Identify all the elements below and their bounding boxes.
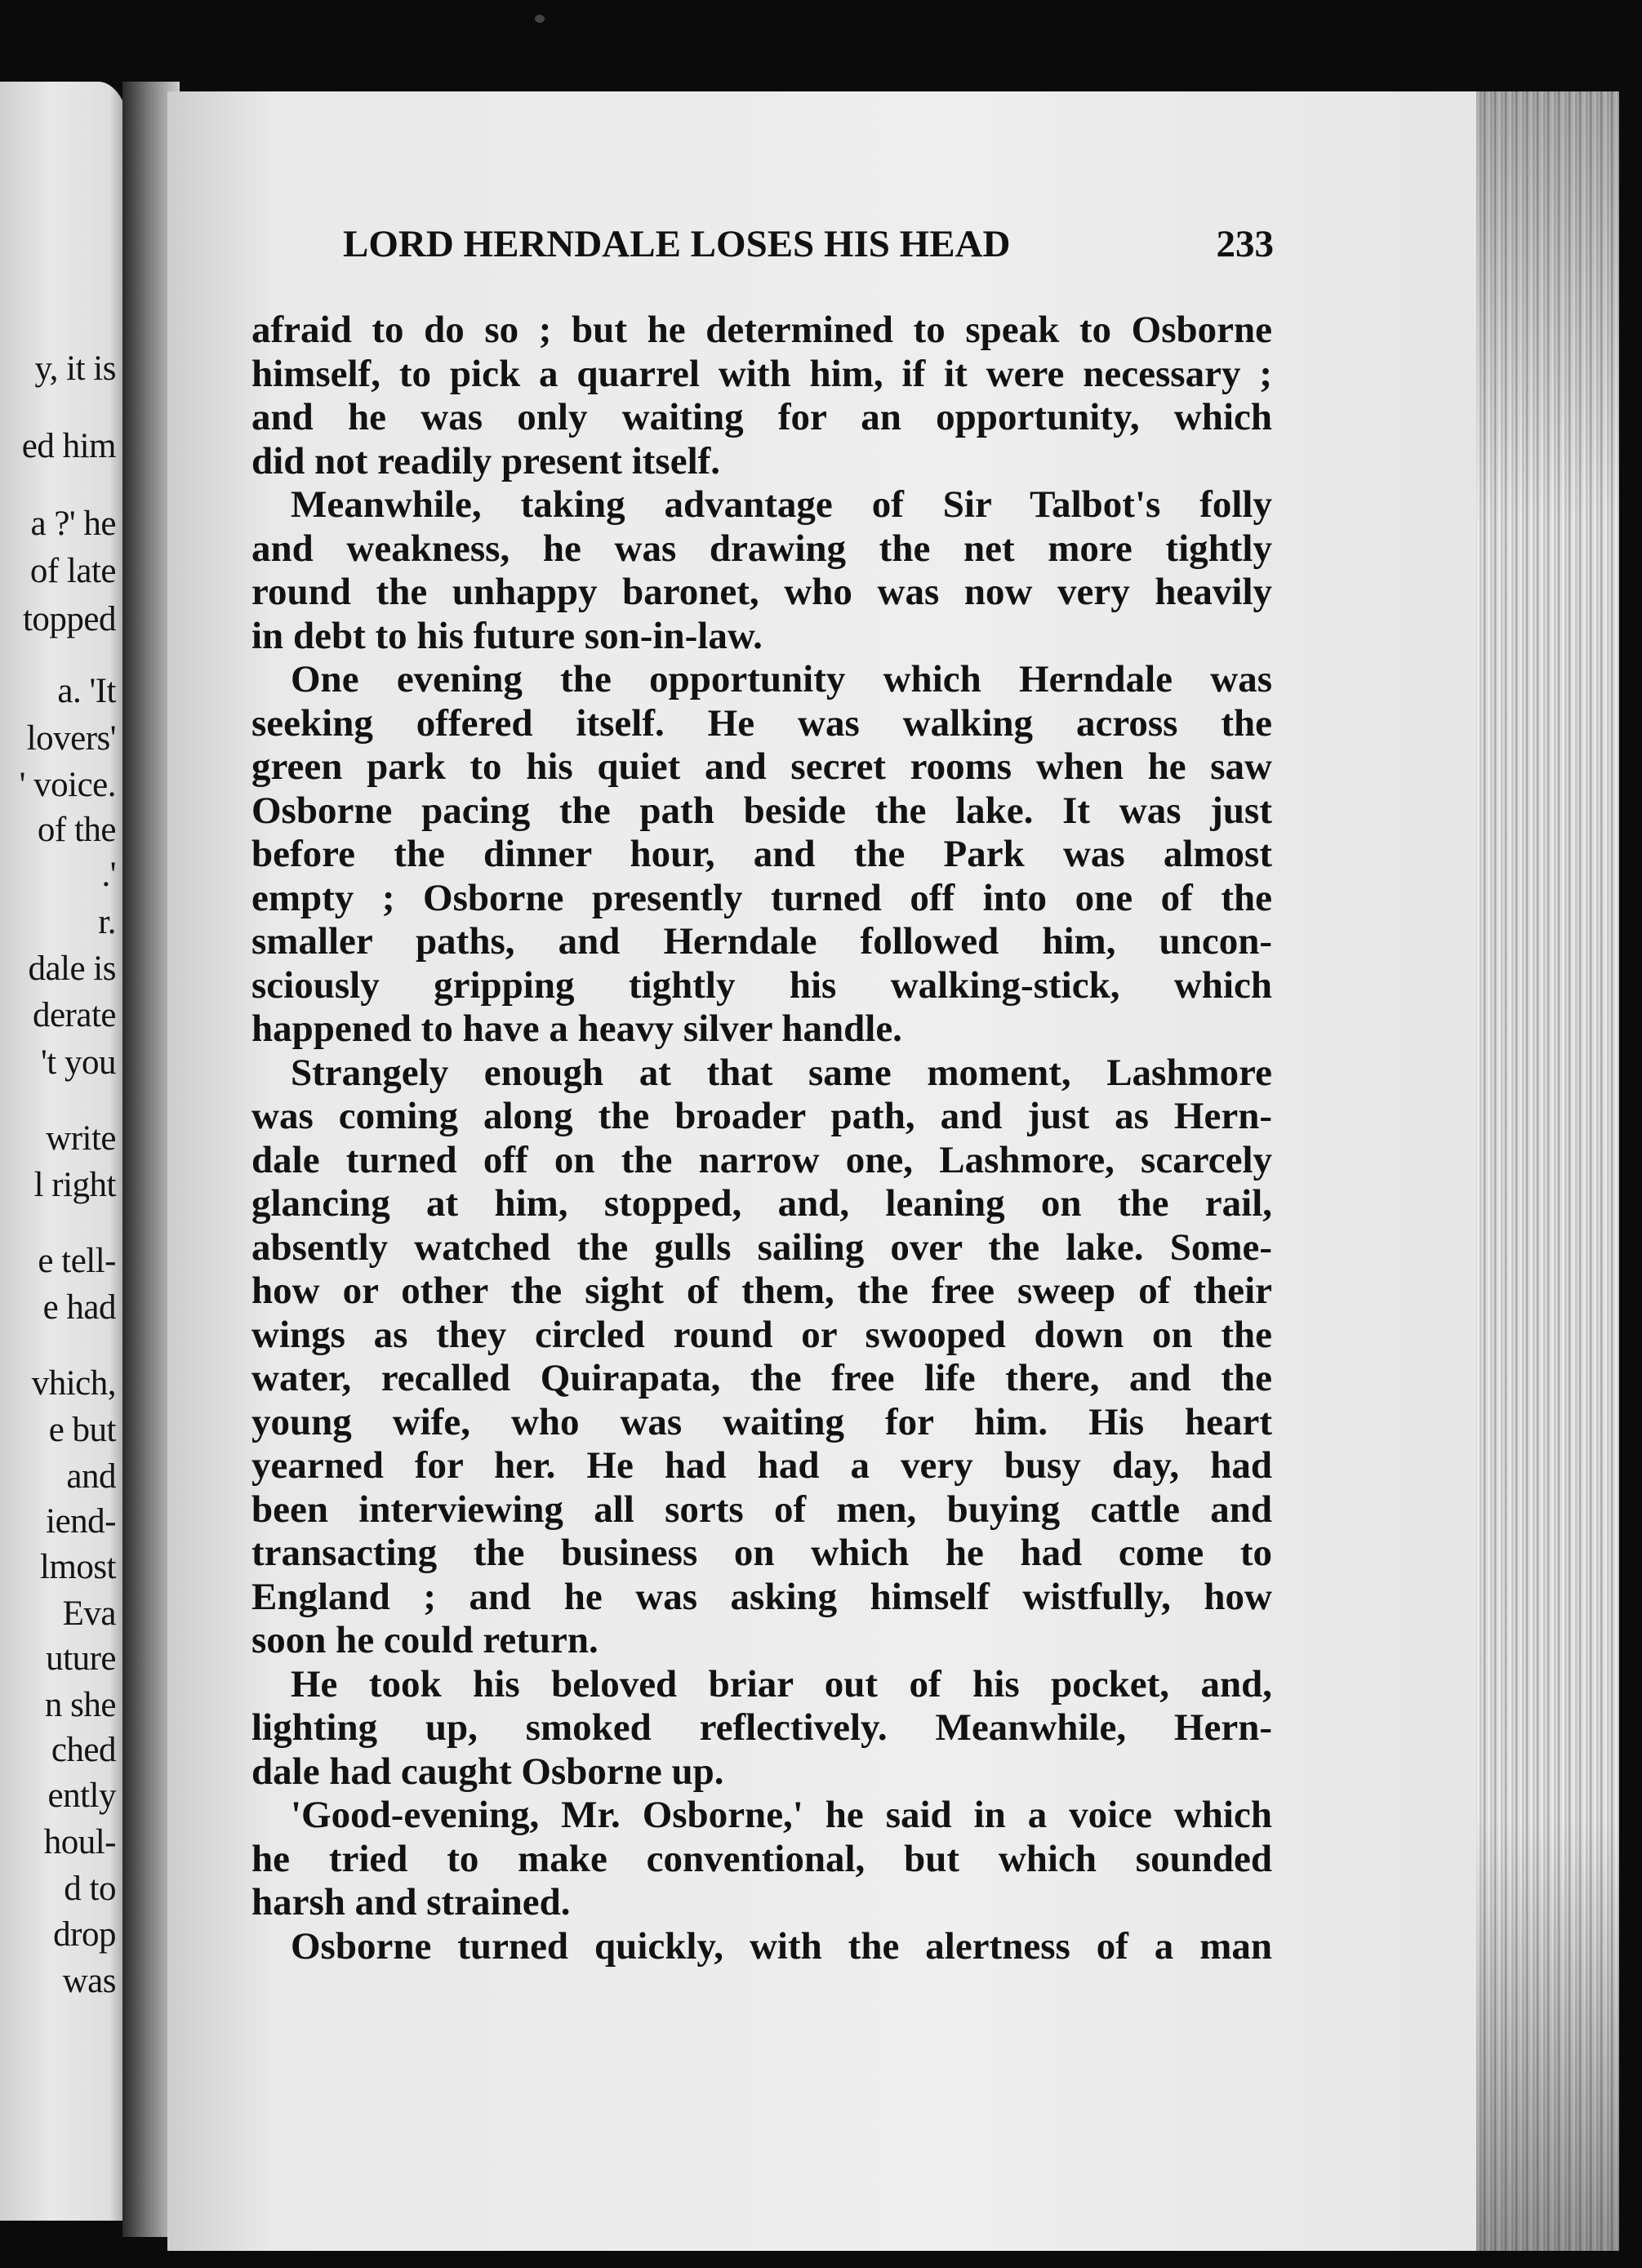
text-line: lighting up, smoked reflectively. Meanwhile, Hern- [251,1706,1272,1749]
left-page-fragment: Eva [62,1594,116,1633]
left-page-fragment: vhich, [31,1364,116,1403]
left-page-fragment: drop [53,1915,116,1954]
left-page-fragment: e but [48,1411,116,1449]
text-line: empty ; Osborne presently turned off into one of the [251,876,1272,919]
page-number: 233 [1216,223,1274,265]
left-page-fragment: topped [22,600,116,638]
text-line: how or other the sight of them, the free sweep of their [251,1270,1272,1312]
text-line: water, recalled Quirapata, the free life there, and the [251,1357,1272,1399]
left-page-fragment: r. [98,903,116,941]
text-line: 'Good-evening, Mr. Osborne,' he said in a voice which [291,1794,1272,1836]
text-line: sciously gripping tightly his walking-stick, which [251,963,1272,1007]
text-line: England ; and he was asking himself wistfully, how [251,1575,1272,1618]
left-page-fragment: uture [46,1639,116,1678]
running-head [343,222,1274,266]
left-page-fragment: a. 'It [57,672,116,710]
text-line: happened to have a heavy silver handle. [251,1007,902,1050]
left-page-fragment: derate [32,996,116,1034]
left-page-fragment: lmost [39,1548,116,1586]
text-line: harsh and strained. [251,1881,571,1923]
page-edges [1476,91,1619,2251]
text-line: Osborne turned quickly, with the alertness of a man [291,1924,1272,1968]
left-page-fragment: 't you [41,1043,116,1082]
left-page-fragment: of the [37,811,116,849]
left-page-fragment: iend- [46,1502,116,1541]
text-line: and weakness, he was drawing the net more tightly [251,527,1272,570]
text-line: round the unhappy baronet, who was now very heavily [251,571,1272,613]
text-line: was coming along the broader path, and just as Hern- [251,1095,1272,1137]
text-line: Osborne pacing the path beside the lake. It was just [251,789,1272,832]
left-page-fragment: e tell- [38,1242,116,1280]
text-line: Strangely enough at that same moment, Lashmore [291,1051,1272,1094]
body-text [251,309,1272,1968]
text-line: been interviewing all sorts of men, buying cattle and [251,1488,1272,1531]
text-line: dale had caught Osborne up. [251,1750,724,1793]
text-line: soon he could return. [251,1619,599,1661]
left-page-fragment: a ?' he [30,505,116,543]
text-line: himself, to pick a quarrel with him, if it were necessary ; [251,352,1272,395]
text-line: He took his beloved briar out of his pocket, and, [291,1662,1272,1705]
text-line: dale turned off on the narrow one, Lashmore, scarcely [251,1138,1272,1181]
text-line: yearned for her. He had had a very busy day, had [251,1444,1272,1487]
text-line: young wife, who was waiting for him. His heart [251,1400,1272,1443]
left-page-fragment: houl- [43,1823,116,1861]
text-line: wings as they circled round or swooped down on the [251,1313,1272,1356]
left-page-fragment: ently [47,1777,116,1815]
text-line: he tried to make conventional, but which sounded [251,1837,1272,1880]
left-page-fragment: .' [101,856,116,894]
left-page-fragment: n she [44,1686,116,1724]
left-page-fragment: ched [51,1731,116,1769]
text-line: smaller paths, and Herndale followed him, uncon- [251,920,1272,963]
left-page-fragment: lovers' [26,719,116,758]
left-page-fragment: and [66,1457,116,1496]
left-page-fragment: l right [33,1166,116,1204]
left-page-fragment: of late [29,552,116,590]
text-line: afraid to do so ; but he determined to speak to Osborne [251,309,1272,351]
text-line: absently watched the gulls sailing over the lake. Some- [251,1225,1272,1269]
text-line: did not readily present itself. [251,439,721,483]
text-line: transacting the business on which he had come to [251,1532,1272,1574]
text-line: One evening the opportunity which Herndale was [291,658,1272,700]
text-line: before the dinner hour, and the Park was almost [251,833,1272,875]
dust-speck [535,15,545,23]
left-page-fragment: ed him [21,427,116,465]
left-page [0,82,129,2221]
left-page-fragment: was [62,1962,116,2000]
left-page-fragment: ' voice. [19,766,116,804]
text-line: in debt to his future son-in-law. [251,614,763,657]
left-page-fragment: dale is [28,949,116,988]
text-line: glancing at him, stopped, and, leaning on the rail, [251,1182,1272,1225]
text-line: green park to his quiet and secret rooms when he saw [251,745,1272,788]
left-page-fragment: e had [42,1288,116,1327]
text-line: seeking offered itself. He was walking across the [251,701,1272,745]
left-page-fragment: y, it is [34,349,116,388]
left-page-fragment: d to [64,1870,116,1908]
text-line: Meanwhile, taking advantage of Sir Talbot's folly [291,483,1272,526]
chapter-title: LORD HERNDALE LOSES HIS HEAD [343,223,1011,265]
left-page-fragment: write [46,1119,116,1158]
text-line: and he was only waiting for an opportunity, which [251,396,1272,438]
